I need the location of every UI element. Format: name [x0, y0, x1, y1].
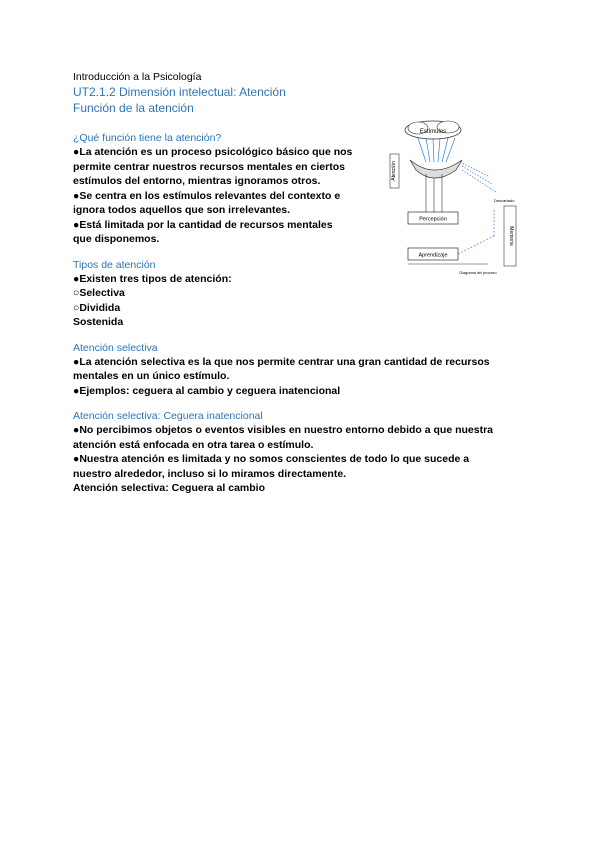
memory-label: Memoria	[508, 226, 514, 246]
section-heading-function: ¿Qué función tiene la atención?	[73, 132, 222, 144]
course-name: Introducción a la Psicología	[73, 71, 202, 83]
attention-label: Atención	[391, 161, 397, 181]
page-subtitle: Función de la atención	[73, 101, 194, 115]
section-line: que disponemos.	[73, 233, 160, 245]
discarded-caption: Descartado	[494, 198, 515, 203]
section-line: ●Se centra en los estímulos relevantes del contexto e	[73, 189, 341, 202]
section-line: ○Selectiva	[73, 287, 125, 299]
section-line: ignora todos aquellos que son irrelevantes.	[73, 204, 291, 216]
section-line: ○Dividida	[73, 301, 121, 314]
unit-title: UT2.1.2 Dimensión intelectual: Atención	[73, 85, 286, 99]
section-line: ●La atención selectiva es la que nos permite centrar una gran cantidad de recursos	[73, 355, 490, 368]
perception-label: Percepción	[419, 216, 447, 223]
memory-arrows	[458, 210, 494, 254]
section-line: nuestro alrededor, incluso si lo miramos directamente.	[73, 467, 347, 480]
section-line: Sostenida	[73, 316, 124, 328]
discarded-arrows	[460, 162, 496, 192]
section-line: ●Está limitada por la cantidad de recursos mentales	[73, 218, 333, 231]
section-heading-inattentional: Atención selectiva: Ceguera inatencional	[73, 410, 263, 422]
diagram-footer: Diagrama del proceso	[459, 271, 497, 275]
stimuli-label: Estímulos	[419, 129, 447, 135]
section-line: estímulos del entorno, mientras ignoramos otros.	[73, 175, 321, 187]
learning-label: Aprendizaje	[418, 252, 448, 259]
attention-diagram	[388, 118, 528, 280]
section-line: ●Ejemplos: ceguera al cambio y ceguera inatencional	[73, 384, 341, 397]
section-heading-selective: Atención selectiva	[73, 341, 158, 354]
stimuli-arrows	[418, 138, 455, 162]
attention-filter	[410, 160, 462, 178]
section-line: ●No percibimos objetos o eventos visibles en nuestro entorno debido a que nuestra	[73, 424, 493, 436]
section-line: ●Nuestra atención es limitada y no somos conscientes de todo lo que sucede a	[73, 453, 470, 465]
section-heading-types: Tipos de atención	[73, 258, 156, 271]
section-line: mentales en un único estímulo.	[73, 370, 230, 382]
section-line: permite centrar nuestros recursos mentales en ciertos	[73, 160, 345, 173]
section-line: atención está enfocada en otra tarea o estímulo.	[73, 438, 314, 451]
section-line: Atención selectiva: Ceguera al cambio	[73, 482, 265, 494]
section-line: ●La atención es un proceso psicológico básico que nos	[73, 146, 353, 158]
section-line: ●Existen tres tipos de atención:	[73, 272, 232, 285]
